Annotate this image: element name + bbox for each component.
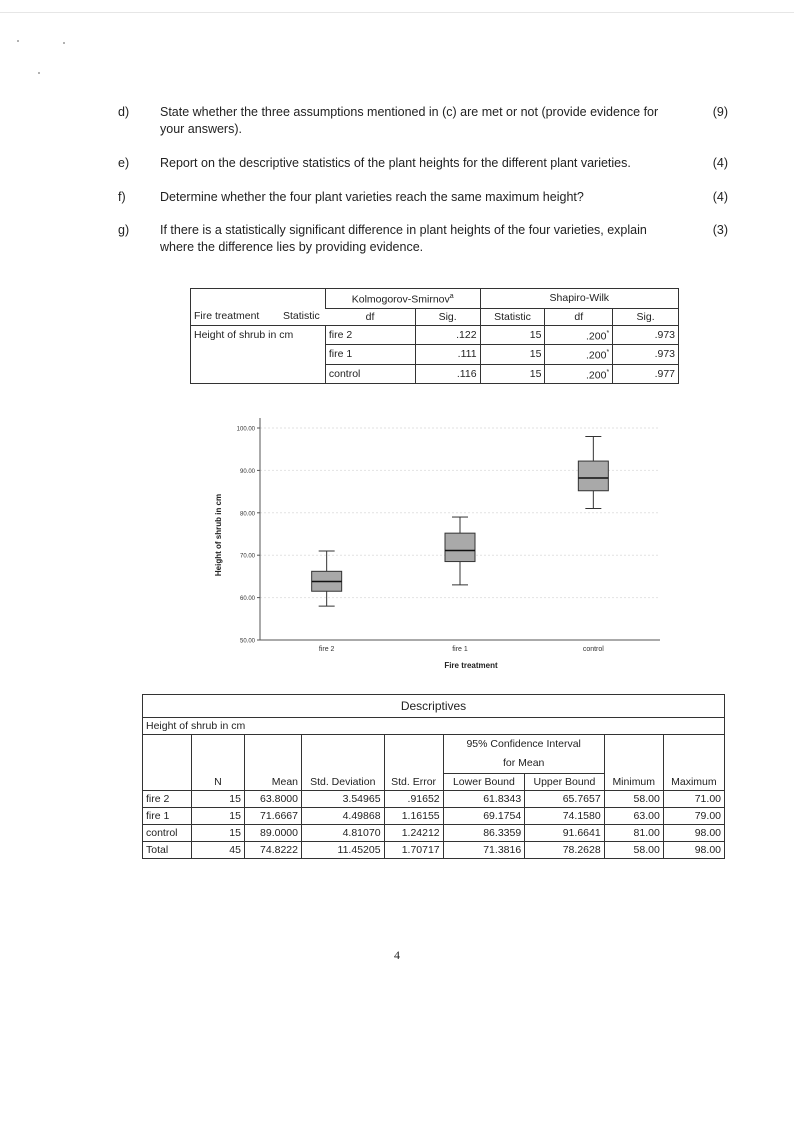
column-header: N [191,774,244,791]
table-row [143,808,725,825]
cell-value: .200* [545,345,613,365]
cell-value: 15 [191,808,244,825]
cell-value: 63.00 [604,808,663,825]
sw-sig-header: Sig. [613,308,679,325]
cell-value: 15 [191,791,244,808]
question-marks: (4) [712,190,728,204]
variable-label: Height of shrub in cm [191,325,326,345]
cell-value: 15 [480,364,545,384]
cell-value: .116 [415,364,480,384]
table-row [143,842,725,859]
table-row [191,289,679,309]
column-header: Lower Bound [443,774,525,791]
sw-header: Shapiro-Wilk [480,289,678,309]
descriptives-table [142,694,725,859]
group-label: fire 1 [325,345,415,365]
question-text: State whether the three assumptions mentioned in (c) are met or not (provide evidence for your answers). [160,105,659,136]
boxplot-chart [200,410,670,680]
cell-value: 91.6641 [525,825,605,842]
table-row [143,718,725,735]
cell-value: 1.16155 [384,808,443,825]
cell-value: 98.00 [663,825,724,842]
y-tick-label: 90.00 [239,468,255,475]
y-tick-label: 80.00 [239,511,255,518]
column-header: Maximum [663,774,724,791]
cell-value: 89.0000 [244,825,301,842]
cell-value: 4.81070 [302,825,385,842]
question-marks: (4) [712,156,728,170]
cell-value: 15 [480,345,545,365]
sw-df-header: df [545,308,613,325]
question-letter: f) [118,190,126,204]
top-border-line [0,12,794,13]
cell-value: 58.00 [604,791,663,808]
ks-statistic-header: Statistic [277,308,325,325]
x-tick-label: fire 1 [452,646,468,653]
x-tick-label: fire 2 [318,646,335,653]
question-marks: (3) [712,223,728,237]
y-axis-title: Height of shrub in cm [214,493,223,577]
table-row [191,345,679,365]
row-label: fire 2 [143,791,192,808]
x-axis-title: Fire treatment [444,661,498,670]
cell-value: 78.2628 [525,842,605,859]
y-tick-label: 50.00 [239,638,255,645]
cell-value: 74.1580 [525,808,605,825]
iqr-box [445,533,475,561]
variable-label: Height of shrub in cm [143,718,725,735]
table-row [191,308,679,325]
row-label: control [143,825,192,842]
question-letter: g) [118,223,130,237]
cell-value: .122 [415,325,480,345]
cell-value: 71.3816 [443,842,525,859]
column-header: Std. Error [384,774,443,791]
table-row [143,774,725,791]
table-row [191,364,679,384]
table-row [143,695,725,718]
cell-value: 74.8222 [244,842,301,859]
cell-value: 63.8000 [244,791,301,808]
cell-value: .111 [415,345,480,365]
ks-df-header: df [325,308,415,325]
column-header: Upper Bound [525,774,605,791]
cell-value: 79.00 [663,808,724,825]
question-text: Determine whether the four plant varieties reach the same maximum height? [160,190,584,204]
cell-value: 15 [191,825,244,842]
question-text: If there is a statistically significant difference in plant heights of the four varieties, explain where the difference lies by providing evidence. [160,223,647,254]
scan-speck [63,42,65,44]
column-header: Minimum [604,774,663,791]
cell-value: .977 [613,364,679,384]
y-tick-label: 100.00 [236,426,255,433]
cell-value: 98.00 [663,842,724,859]
table-row [191,325,679,345]
cell-value: 4.49868 [302,808,385,825]
ks-sig-header: Sig. [415,308,480,325]
y-tick-label: 70.00 [239,553,255,560]
box-fire-1 [445,517,475,585]
table-row [143,825,725,842]
page-number: 4 [394,948,400,962]
column-header: Std. Deviation [302,774,385,791]
cell-value: 69.1754 [443,808,525,825]
group-header: Fire treatment [191,308,278,325]
cell-value: 71.00 [663,791,724,808]
cell-value: 15 [480,325,545,345]
cell-value: 1.70717 [384,842,443,859]
box-control [578,436,608,508]
cell-value: 65.7657 [525,791,605,808]
cell-value: 81.00 [604,825,663,842]
normality-table [190,288,679,384]
group-label: fire 2 [325,325,415,345]
ks-header: Kolmogorov-Smirnov$^a$ [325,289,480,309]
cell-value: 3.54965 [302,791,385,808]
iqr-box [578,461,608,491]
cell-value: 86.3359 [443,825,525,842]
cell-value: 45 [191,842,244,859]
x-tick-label: control [582,646,604,653]
cell-value: .973 [613,325,679,345]
row-label: Total [143,842,192,859]
cell-value: 71.6667 [244,808,301,825]
question-letter: e) [118,156,130,170]
descriptives-title: Descriptives [143,695,725,718]
column-header: Mean [244,774,301,791]
cell-value: 61.8343 [443,791,525,808]
question-text: Report on the descriptive statistics of the plant heights for the different plant varieties. [160,156,631,170]
cell-value: 1.24212 [384,825,443,842]
cell-value: 11.45205 [302,842,385,859]
cell-value: .91652 [384,791,443,808]
group-label: control [325,364,415,384]
row-label: fire 1 [143,808,192,825]
cell-value: .200* [545,364,613,384]
question-letter: d) [118,105,130,119]
ci-header: 95% Confidence Interval for Mean [443,735,604,774]
sw-statistic-header: Statistic [480,308,545,325]
cell-value: 58.00 [604,842,663,859]
cell-value: .200* [545,325,613,345]
scan-speck [17,40,19,42]
table-row [143,791,725,808]
cell-value: .973 [613,345,679,365]
scan-speck [38,72,40,74]
question-marks: (9) [712,105,728,119]
y-tick-label: 60.00 [239,596,255,603]
